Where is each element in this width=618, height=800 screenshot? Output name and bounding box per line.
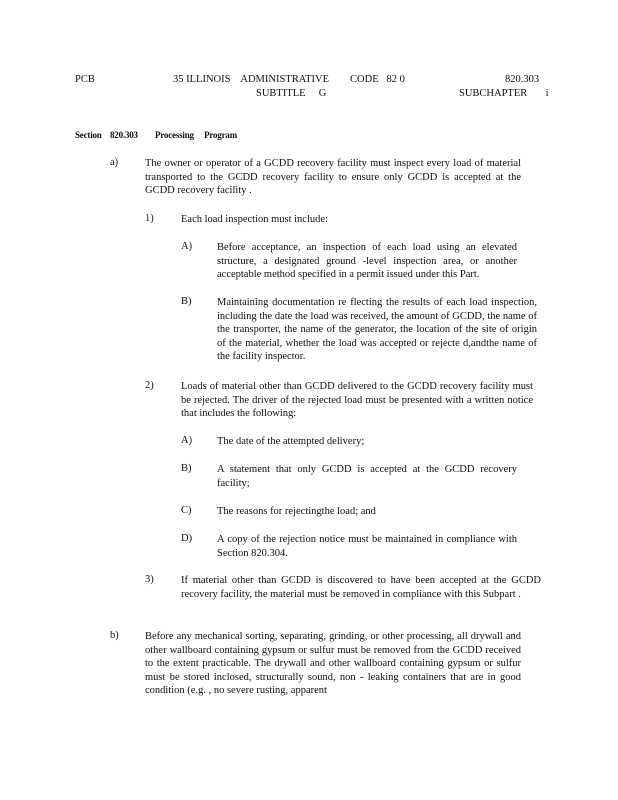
item-1B-text: Maintaining documentation re flecting the results of each load inspection, including the date the load was received, the amount of GCDD, the name of the transporter, the name of the generator, the location of the site of origin of the material, whether the load was accepted or rejecte d,andthe name of the facility inspector. — [217, 297, 537, 363]
item-1A-text: Before acceptance, an inspection of each load using an elevated structure, a designated ground -level inspection area, or another acceptable method specified in a permit issued under this Part. — [217, 242, 517, 281]
item-1B-marker: B) — [181, 296, 192, 307]
item-2D-text: A copy of the rejection notice must be maintained in compliance with Section 820.304. — [217, 534, 517, 559]
subsection-b-marker: b) — [110, 630, 119, 641]
header-title-line2: SUBTITLE G — [256, 88, 327, 99]
section-number: 820.303 — [110, 130, 138, 140]
item-2D-marker: D) — [181, 533, 193, 544]
subsection-a-marker: a) — [110, 157, 119, 168]
item-2-text: Loads of material other than GCDD delivered to the GCDD recovery facility must be rejected. The driver of the rejected load must be presented with a written notice that includes the following: — [181, 381, 533, 420]
subsection-a-text: The owner or operator of a GCDD recovery facility must inspect every load of material transported to the GCDD recovery facility to ensure only GCDD is accepted at the GCDD recovery facility . — [145, 158, 521, 197]
item-1-text: Each load inspection must include: — [181, 214, 328, 225]
item-2A-marker: A) — [181, 435, 193, 446]
item-3-marker: 3) — [145, 574, 154, 585]
header-section-number: 820.303 — [505, 74, 540, 85]
header-agency: PCB — [75, 74, 95, 85]
item-2C-text: The reasons for rejectingthe load; and — [217, 506, 376, 517]
section-title: Processing Program — [155, 130, 238, 140]
item-2B-text: A statement that only GCDD is accepted at the GCDD recovery facility; — [217, 464, 517, 489]
item-1-marker: 1) — [145, 213, 154, 224]
item-2-marker: 2) — [145, 380, 154, 391]
header-title-line1: 35 ILLINOIS ADMINISTRATIVE CODE 82 0 — [173, 74, 405, 85]
subsection-b-text: Before any mechanical sorting, separating, grinding, or other processing, all drywall and other wallboard containing gypsum or sulfur must be removed from the GCDD received to the extent practicable. The drywall and other wallboard containing gypsum or sulfur must be stored inclosed, structurally sound, non - leaking containers that are in good condition (e.g. , no severe rusting, apparent — [145, 631, 521, 697]
section-label: Section — [75, 130, 102, 140]
item-2A-text: The date of the attempted delivery; — [217, 436, 365, 447]
item-2C-marker: C) — [181, 505, 192, 516]
header-subchapter: SUBCHAPTER i — [459, 88, 549, 99]
item-3-text: If material other than GCDD is discovered to have been accepted at the GCDD recovery facility, the material must be removed in compliance with this Subpart . — [181, 575, 541, 600]
item-2B-marker: B) — [181, 463, 192, 474]
item-1A-marker: A) — [181, 241, 193, 252]
